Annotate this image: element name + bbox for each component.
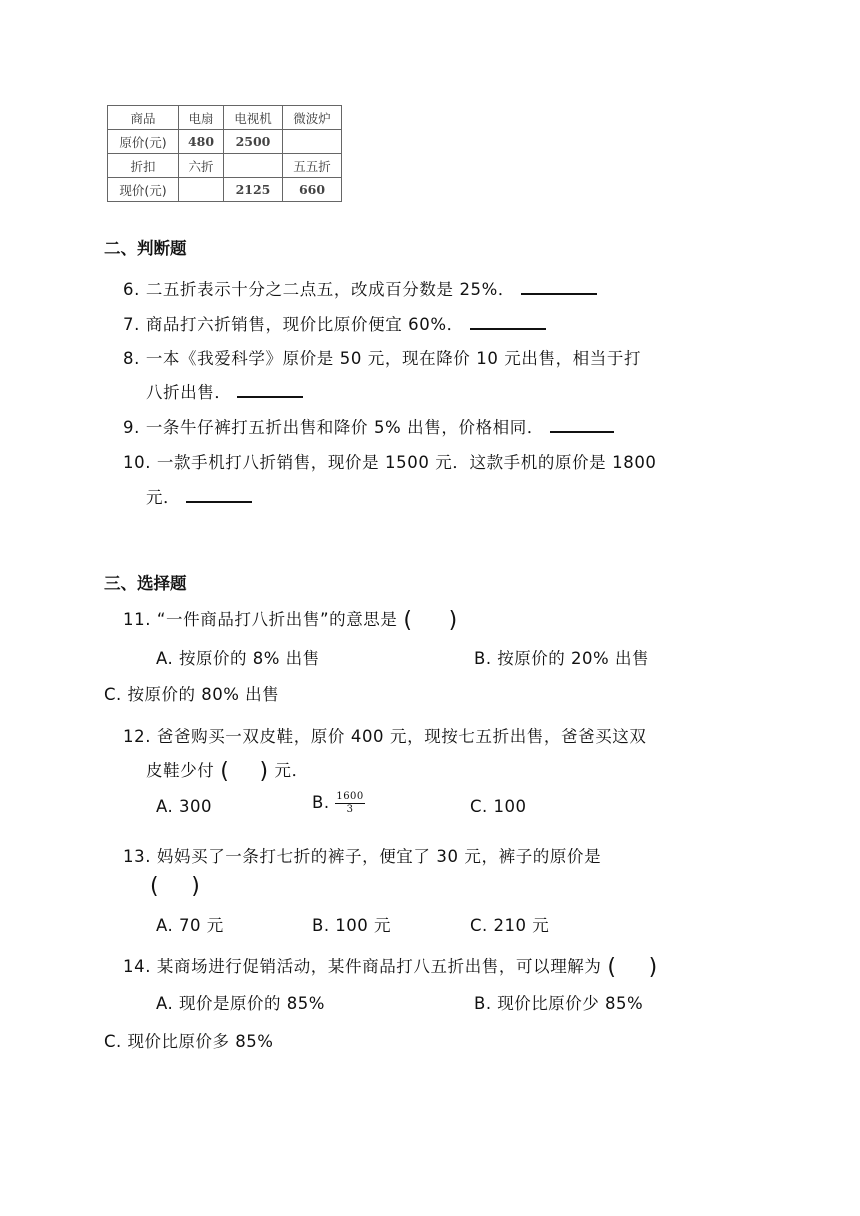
answer-paren-close: ) <box>191 874 201 899</box>
table-cell: 2500 <box>224 130 283 154</box>
answer-paren-close: ) <box>259 759 269 784</box>
table-cell <box>224 154 283 178</box>
question-number: 6. <box>123 280 140 299</box>
question-text: 商品打六折销售，现价比原价便宜 60%． <box>145 315 464 334</box>
table-cell: 原价(元) <box>108 130 179 154</box>
question-14 <box>123 953 658 980</box>
table-cell: 六折 <box>179 154 224 178</box>
table-row <box>108 154 342 178</box>
table-cell: 2125 <box>224 178 283 202</box>
table-header: 电扇 <box>179 106 224 130</box>
table-cell <box>179 178 224 202</box>
question-12-line2 <box>146 757 309 784</box>
answer-blank[interactable] <box>470 311 546 330</box>
answer-blank[interactable] <box>237 379 303 398</box>
answer-paren-open: ( <box>150 874 160 899</box>
option-a[interactable]: A. 现价是原价的 85% <box>156 994 325 1013</box>
question-number: 10. <box>123 453 152 472</box>
question-8-line1 <box>123 345 641 369</box>
table-row <box>108 106 342 130</box>
answer-blank[interactable] <box>521 276 597 295</box>
table-header: 微波炉 <box>283 106 342 130</box>
option-b[interactable] <box>312 791 365 816</box>
question-text: 某商场进行促销活动，某件商品打八五折出售，可以理解为 <box>156 957 602 976</box>
answer-blank[interactable] <box>550 414 614 433</box>
question-text: 一本《我爱科学》原价是 50 元，现在降价 10 元出售，相当于打 <box>145 349 642 368</box>
option-c[interactable]: C. 210 元 <box>470 916 550 935</box>
question-6 <box>123 276 597 300</box>
question-text: 八折出售． <box>146 383 232 402</box>
section-title-choice: 三、选择题 <box>104 574 187 593</box>
answer-blank[interactable] <box>186 484 252 503</box>
option-b[interactable]: B. 按原价的 20% 出售 <box>474 649 649 668</box>
option-b[interactable]: B. 100 元 <box>312 916 392 935</box>
table-cell: 折扣 <box>108 154 179 178</box>
question-number: 7. <box>123 315 140 334</box>
table-cell: 现价(元) <box>108 178 179 202</box>
question-text: 妈妈买了一条打七折的裤子，便宜了 30 元，裤子的原价是 <box>156 847 602 866</box>
option-a[interactable]: A. 按原价的 8% 出售 <box>156 649 320 668</box>
answer-paren-open: ( <box>403 608 413 633</box>
option-a[interactable]: A. 70 元 <box>156 916 224 935</box>
table-row <box>108 130 342 154</box>
question-text: “一件商品打八折出售”的意思是 <box>156 610 398 629</box>
fraction-numerator: 1600 <box>336 791 364 802</box>
question-7 <box>123 311 546 335</box>
table-header: 商品 <box>108 106 179 130</box>
question-10-line2 <box>146 484 252 508</box>
question-number: 8. <box>123 349 140 368</box>
question-number: 11. <box>123 610 152 629</box>
question-text: 元． <box>146 488 181 507</box>
question-number: 13. <box>123 847 152 866</box>
option-b[interactable]: B. 现价比原价少 85% <box>474 994 644 1013</box>
question-12-line1 <box>123 723 647 747</box>
answer-paren-close: ) <box>648 955 658 980</box>
question-11 <box>123 606 458 633</box>
price-table <box>107 105 342 202</box>
table-header: 电视机 <box>224 106 283 130</box>
table-cell: 五五折 <box>283 154 342 178</box>
question-text: 一条牛仔裤打五折出售和降价 5% 出售，价格相同． <box>145 418 544 437</box>
question-13-line1 <box>123 843 601 867</box>
option-c[interactable]: C. 按原价的 80% 出售 <box>104 685 280 704</box>
answer-paren-open: ( <box>607 955 617 980</box>
option-c[interactable]: C. 现价比原价多 85% <box>104 1032 274 1051</box>
question-9 <box>123 414 614 438</box>
question-text: 皮鞋少付 <box>146 761 215 780</box>
section-title-judgment: 二、判断题 <box>104 239 187 258</box>
question-10-line1 <box>123 449 657 473</box>
option-label: B. <box>312 793 330 812</box>
fraction <box>335 791 364 816</box>
table-row <box>108 178 342 202</box>
question-text: 元． <box>274 761 309 780</box>
option-c[interactable]: C. 100 <box>470 797 527 816</box>
question-text: 二五折表示十分之二点五，改成百分数是 25%． <box>145 280 516 299</box>
answer-paren-open: ( <box>220 759 230 784</box>
question-text: 爸爸购买一双皮鞋，原价 400 元，现按七五折出售，爸爸买这双 <box>156 727 647 746</box>
question-number: 9. <box>123 418 140 437</box>
table-cell: 660 <box>283 178 342 202</box>
option-a[interactable]: A. 300 <box>156 797 212 816</box>
question-13-line2 <box>150 874 200 899</box>
table-cell <box>283 130 342 154</box>
answer-paren-close: ) <box>448 608 458 633</box>
question-text: 一款手机打八折销售，现价是 1500 元．这款手机的原价是 1800 <box>156 453 657 472</box>
question-number: 12. <box>123 727 152 746</box>
question-8-line2 <box>146 379 303 403</box>
fraction-denominator: 3 <box>346 804 354 815</box>
table-cell: 480 <box>179 130 224 154</box>
question-number: 14. <box>123 957 152 976</box>
